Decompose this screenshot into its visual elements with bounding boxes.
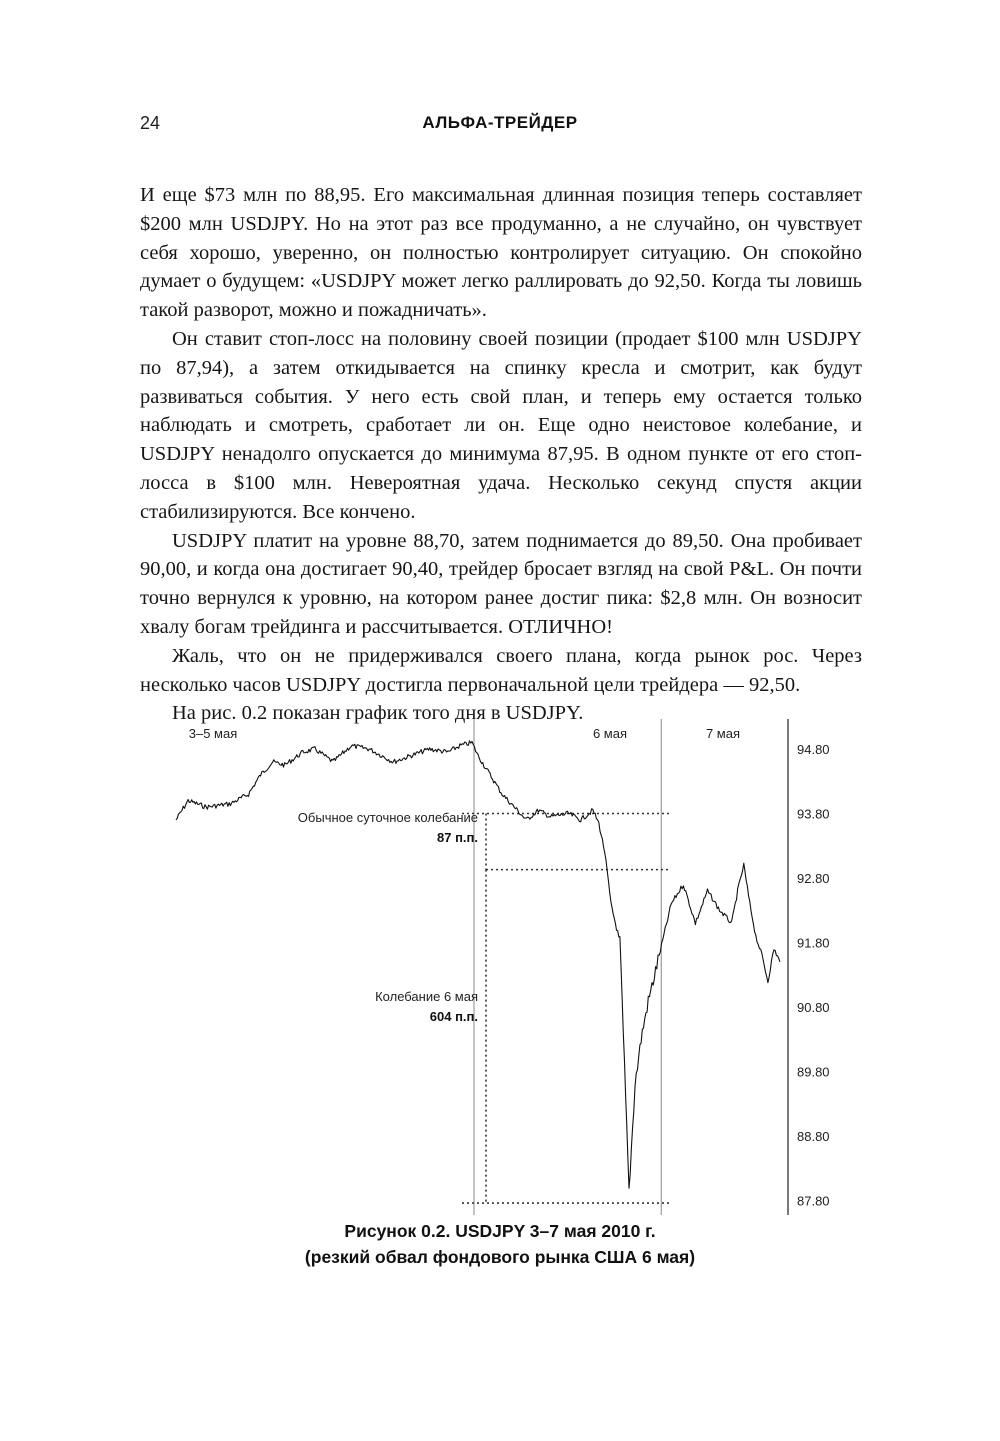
caption-line-1: Рисунок 0.2. USDJPY 3–7 мая 2010 г. <box>344 1221 656 1241</box>
usdjpy-chart <box>0 705 1000 1217</box>
y-tick-label: 87.80 <box>797 1193 830 1209</box>
page-number: 24 <box>140 113 161 133</box>
paragraph: Жаль, что он не придерживался своего плана, когда рынок рос. Через несколько часов USDJPY достигла первоначальной цели трейдера — 92,50. <box>140 644 862 696</box>
annotation-may6-label: Колебание 6 мая <box>375 989 478 1004</box>
caption-line-2: (резкий обвал фондового рынка США 6 мая) <box>304 1247 696 1267</box>
paragraph: И еще $73 млн по 88,95. Его максимальная длинная позиция теперь составляет $200 млн USDJPY. Но на этот раз все продуманно, а не случайно, он чувствует себя хорошо, уверенно, он полностью контролирует ситуацию. Он спокойно думает о будущем: «USDJPY может легко раллировать до 92,50. Когда ты ловишь такой разворот, можно и пожадничать». <box>140 184 862 322</box>
y-tick-label: 89.80 <box>797 1064 830 1080</box>
period-label: 6 мая <box>592 726 628 741</box>
y-tick-label: 92.80 <box>797 871 830 886</box>
period-label: 3–5 мая <box>188 726 238 741</box>
y-tick-label: 90.80 <box>797 1000 830 1015</box>
y-tick-label: 88.80 <box>797 1129 830 1144</box>
annotation-daily-label: Обычное суточное колебание <box>297 810 478 825</box>
body-text <box>140 181 862 728</box>
y-tick-label: 91.80 <box>797 935 830 951</box>
running-head: АЛЬФА-ТРЕЙДЕР <box>422 113 578 132</box>
paragraph: На рис. 0.2 показан график того дня в USDJPY. <box>172 702 584 725</box>
annotation-may6-value: 604 п.п. <box>429 1009 478 1024</box>
annotation-daily-value: 87 п.п. <box>437 830 478 845</box>
price-series-line <box>176 741 780 1188</box>
y-tick-label: 93.80 <box>797 806 830 822</box>
y-tick-label: 94.80 <box>797 742 830 757</box>
period-label: 7 мая <box>705 726 741 741</box>
figure-caption <box>0 1218 1000 1270</box>
paragraph: Он ставит стоп-лосс на половину своей позиции (продает $100 млн USDJPY по 87,94), а затем откидывается на спинку кресла и смотрит, как будут развиваться события. У него есть свой план, и теперь ему остается только наблюдать и смотреть, сработает ли он. Еще одно неистовое колебание, и USDJPY ненадолго опускается до минимума 87,95. В одном пункте от его стоп-лосса в $100 млн. Невероятная удача. Несколько секунд спустя акции стабилизируются. Все кончено. <box>140 327 862 523</box>
paragraph: USDJPY платит на уровне 88,70, затем поднимается до 89,50. Она пробивает 90,00, и когда она достигает 90,40, трейдер бросает взгляд на свой P&L. Он почти точно вернулся к уровню, на котором ранее достиг пика: $2,8 млн. Он возносит хвалу богам трейдинга и рассчитывается. ОТЛИЧНО! <box>140 529 862 638</box>
